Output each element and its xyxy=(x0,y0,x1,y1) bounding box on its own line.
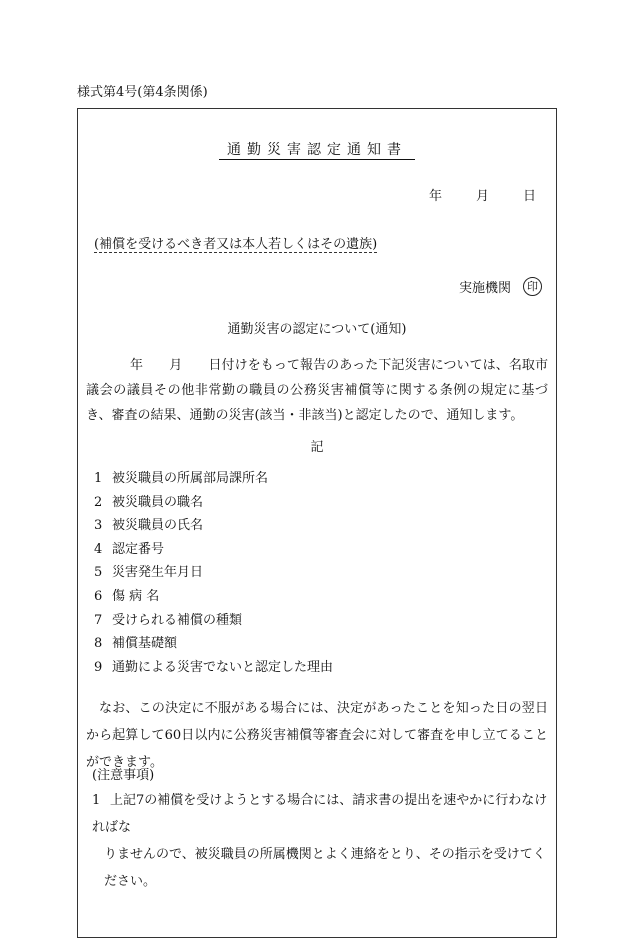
note-text-2: りませんので、被災職員の所属機関とよく連絡をとり、その指示を受けてください。 xyxy=(104,847,546,889)
item-list xyxy=(94,467,333,679)
date-year: 年 xyxy=(428,189,442,204)
list-item xyxy=(94,561,333,585)
notice-body xyxy=(86,353,548,428)
agency-label: 実施機関 xyxy=(458,281,511,296)
list-item xyxy=(94,491,333,515)
list-item xyxy=(94,514,333,538)
item-number: 8 xyxy=(94,636,103,652)
item-number: 2 xyxy=(94,494,103,510)
item-label: 被災職員の所属部局課所名 xyxy=(112,471,269,486)
seal-icon: 印 xyxy=(523,277,542,296)
item-label: 受けられる補償の種類 xyxy=(112,612,243,628)
notice-frame xyxy=(77,108,557,938)
form-number-label: 様式第4号(第4条関係) xyxy=(77,85,208,100)
document-title-text: 通勤災害認定通知書 xyxy=(219,142,415,160)
notice-subject: 通勤災害の認定について(通知) xyxy=(227,322,407,337)
list-item xyxy=(94,467,333,491)
list-item xyxy=(94,538,333,562)
item-number: 4 xyxy=(94,541,103,557)
document-title xyxy=(78,139,556,159)
list-item xyxy=(94,609,333,633)
recipient-text: (補償を受けるべき者又は本人若しくはその遺族) xyxy=(94,237,378,252)
date-day: 日 xyxy=(522,189,536,204)
ki-heading: 記 xyxy=(310,440,324,455)
list-item xyxy=(94,585,333,609)
list-item xyxy=(94,632,333,656)
item-number: 6 xyxy=(94,588,103,604)
note-line-2 xyxy=(92,841,548,895)
agency-line xyxy=(459,277,542,296)
list-item xyxy=(94,656,333,680)
item-label: 傷 病 名 xyxy=(112,588,160,604)
item-label: 補償基礎額 xyxy=(112,636,178,652)
notice-body-text: 年 月 日付けをもって報告のあった下記災害については、名取市議会の議員その他非常勤の職員の公務災害補償等に関する条例の規定に基づき、審査の結果、通勤の災害(該当・非該当)と認定したので、通知します。 xyxy=(86,358,548,423)
item-label: 被災職員の職名 xyxy=(112,494,204,510)
item-label: 通勤による災害でないと認定した理由 xyxy=(112,659,334,675)
recipient-line xyxy=(94,233,377,252)
note-line-1 xyxy=(92,787,548,841)
item-number: 5 xyxy=(94,565,103,581)
item-number: 1 xyxy=(94,471,103,486)
item-number: 7 xyxy=(94,612,103,628)
appeal-text: なお、この決定に不服がある場合には、決定があったことを知った日の翌日から起算して60日以内に公務災害補償等審査会に対して審査を申し立てることができます。 xyxy=(86,701,548,770)
note-item-1 xyxy=(92,787,548,895)
note-text-1: 上記7の補償を受けようとする場合には、請求書の提出を速やかに行わなければな xyxy=(92,793,548,835)
note-number: 1 xyxy=(92,793,101,808)
item-label: 認定番号 xyxy=(112,541,165,557)
date-month: 月 xyxy=(475,189,489,204)
notes-heading: (注意事項) xyxy=(92,768,155,783)
appeal-paragraph xyxy=(86,695,548,776)
item-number: 9 xyxy=(94,659,103,675)
item-label: 被災職員の氏名 xyxy=(112,518,204,534)
item-label: 災害発生年月日 xyxy=(112,565,204,581)
item-number: 3 xyxy=(94,518,103,534)
date-line xyxy=(429,185,536,204)
